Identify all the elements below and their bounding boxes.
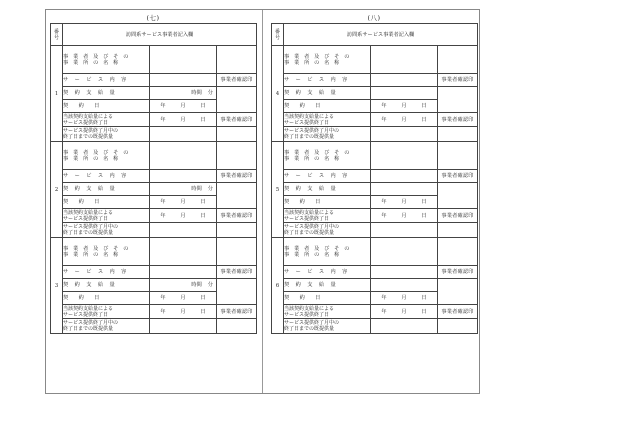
remaining-amount-field[interactable] [150, 319, 217, 334]
end-date-label: 当該契約支給量による サービス提供終了日 [284, 305, 371, 319]
contract-amount-label: 契 約 支 給 量 [63, 87, 150, 100]
provider-name-field[interactable] [371, 238, 438, 266]
seal-box[interactable] [217, 87, 257, 113]
end-date-row [51, 305, 257, 319]
blank-cell [217, 46, 257, 74]
blank-cell [217, 142, 257, 170]
contract-date-field[interactable]: 年 月 日 [150, 100, 217, 113]
left-page [50, 10, 256, 393]
remaining-amount-field[interactable] [371, 319, 438, 334]
seal-label: 事業者確認印 [438, 209, 478, 223]
remaining-amount-field[interactable] [371, 223, 438, 238]
seal-label: 事業者確認印 [217, 266, 257, 279]
seal-box[interactable] [438, 223, 478, 238]
provider-name-row [51, 238, 257, 266]
remaining-amount-row [272, 319, 478, 334]
service-content-row [51, 74, 257, 87]
seal-box[interactable] [217, 183, 257, 209]
seal-label: 事業者確認印 [438, 113, 478, 127]
service-content-label: サ ー ビ ス 内 容 [284, 266, 371, 279]
service-content-label: サ ー ビ ス 内 容 [284, 74, 371, 87]
seal-box[interactable] [438, 87, 478, 113]
end-date-row [272, 209, 478, 223]
provider-entry-table [271, 23, 478, 334]
remaining-amount-row [51, 223, 257, 238]
end-date-field[interactable]: 年 月 日 [150, 209, 217, 223]
seal-box[interactable] [217, 279, 257, 305]
remaining-amount-label: サービス提供終了月中の 終了日までの既提供量 [63, 127, 150, 142]
remaining-amount-label: サービス提供終了月中の 終了日までの既提供量 [63, 223, 150, 238]
blank-cell [438, 46, 478, 74]
contract-date-field[interactable]: 年 月 日 [371, 196, 438, 209]
blank-cell [438, 142, 478, 170]
seal-label: 事業者確認印 [217, 209, 257, 223]
number-column-header: 番 号 [272, 24, 284, 46]
contract-date-label: 契 約 日 [284, 100, 371, 113]
provider-name-field[interactable] [150, 46, 217, 74]
service-content-row [51, 266, 257, 279]
seal-box[interactable] [217, 319, 257, 334]
contract-date-label: 契 約 日 [63, 292, 150, 305]
remaining-amount-field[interactable] [150, 127, 217, 142]
provider-name-label: 事 業 者 及 び そ の 事 業 所 の 名 称 [284, 46, 371, 74]
contract-amount-field[interactable] [371, 279, 438, 292]
blank-cell [217, 238, 257, 266]
service-content-label: サ ー ビ ス 内 容 [63, 74, 150, 87]
end-date-row [51, 113, 257, 127]
provider-name-row [272, 142, 478, 170]
end-date-label: 当該契約支給量による サービス提供終了日 [63, 209, 150, 223]
end-date-label: 当該契約支給量による サービス提供終了日 [63, 305, 150, 319]
service-content-field[interactable] [371, 266, 438, 279]
contract-amount-field[interactable]: 時間 分 [150, 87, 217, 100]
end-date-field[interactable]: 年 月 日 [150, 305, 217, 319]
contract-date-field[interactable]: 年 月 日 [150, 292, 217, 305]
service-content-label: サ ー ビ ス 内 容 [284, 170, 371, 183]
service-content-row [272, 266, 478, 279]
entry-number: 3 [51, 238, 63, 334]
remaining-amount-field[interactable] [371, 127, 438, 142]
seal-box[interactable] [438, 127, 478, 142]
entry-number: 6 [272, 238, 284, 334]
end-date-row [272, 305, 478, 319]
seal-label: 事業者確認印 [438, 266, 478, 279]
end-date-field[interactable]: 年 月 日 [371, 209, 438, 223]
contract-date-label: 契 約 日 [284, 292, 371, 305]
contract-amount-row [272, 87, 478, 100]
end-date-label: 当該契約支給量による サービス提供終了日 [284, 209, 371, 223]
provider-name-row [51, 142, 257, 170]
contract-amount-label: 契 約 支 給 量 [284, 183, 371, 196]
end-date-label: 当該契約支給量による サービス提供終了日 [284, 113, 371, 127]
remaining-amount-label: サービス提供終了月中の 終了日までの既提供量 [63, 319, 150, 334]
section-title: 訪問系サービス事業者記入欄 [63, 24, 257, 46]
contract-amount-row [51, 279, 257, 292]
contract-amount-row [51, 87, 257, 100]
service-content-field[interactable] [371, 74, 438, 87]
provider-name-field[interactable] [150, 238, 217, 266]
end-date-field[interactable]: 年 月 日 [150, 113, 217, 127]
service-content-row [272, 74, 478, 87]
remaining-amount-row [51, 319, 257, 334]
table-header-row [51, 24, 257, 46]
seal-box[interactable] [438, 319, 478, 334]
contract-amount-label: 契 約 支 給 量 [63, 183, 150, 196]
seal-box[interactable] [438, 279, 478, 305]
provider-name-field[interactable] [150, 142, 217, 170]
remaining-amount-row [51, 127, 257, 142]
contract-date-field[interactable]: 年 月 日 [150, 196, 217, 209]
provider-name-label: 事 業 者 及 び そ の 事 業 所 の 名 称 [63, 238, 150, 266]
end-date-row [51, 209, 257, 223]
seal-box[interactable] [438, 183, 478, 209]
entry-number: 5 [272, 142, 284, 238]
seal-label: 事業者確認印 [217, 74, 257, 87]
remaining-amount-field[interactable] [150, 223, 217, 238]
contract-amount-field[interactable]: 時間 分 [150, 279, 217, 292]
remaining-amount-label: サービス提供終了月中の 終了日までの既提供量 [284, 127, 371, 142]
contract-amount-row [272, 279, 478, 292]
contract-date-label: 契 約 日 [63, 100, 150, 113]
service-content-label: サ ー ビ ス 内 容 [63, 266, 150, 279]
seal-box[interactable] [217, 223, 257, 238]
contract-amount-field[interactable]: 時間 分 [150, 183, 217, 196]
provider-name-label: 事 業 者 及 び そ の 事 業 所 の 名 称 [63, 142, 150, 170]
entry-number: 2 [51, 142, 63, 238]
provider-name-label: 事 業 者 及 び そ の 事 業 所 の 名 称 [284, 238, 371, 266]
end-date-field[interactable]: 年 月 日 [371, 113, 438, 127]
provider-name-label: 事 業 者 及 び そ の 事 業 所 の 名 称 [63, 46, 150, 74]
seal-label: 事業者確認印 [217, 170, 257, 183]
seal-box[interactable] [217, 127, 257, 142]
entry-number: 1 [51, 46, 63, 142]
provider-name-row [272, 238, 478, 266]
page-number: (七) [146, 14, 160, 22]
contract-date-field[interactable]: 年 月 日 [371, 100, 438, 113]
service-content-field[interactable] [150, 74, 217, 87]
seal-label: 事業者確認印 [217, 113, 257, 127]
service-content-field[interactable] [150, 266, 217, 279]
contract-amount-field[interactable] [371, 183, 438, 196]
page-fold-line [262, 10, 263, 393]
certificate-booklet-spread [45, 9, 480, 394]
table-header-row [272, 24, 478, 46]
contract-amount-row [51, 183, 257, 196]
contract-amount-row [272, 183, 478, 196]
service-content-field[interactable] [371, 170, 438, 183]
remaining-amount-row [272, 127, 478, 142]
seal-label: 事業者確認印 [217, 305, 257, 319]
entry-number: 4 [272, 46, 284, 142]
section-title: 訪問系サービス事業者記入欄 [284, 24, 478, 46]
number-column-header: 番 号 [51, 24, 63, 46]
page-number: (八) [367, 14, 381, 22]
provider-name-field[interactable] [371, 142, 438, 170]
provider-entry-table [50, 23, 257, 334]
remaining-amount-row [272, 223, 478, 238]
provider-name-row [272, 46, 478, 74]
end-date-field[interactable]: 年 月 日 [371, 305, 438, 319]
contract-amount-label: 契 約 支 給 量 [284, 87, 371, 100]
end-date-label: 当該契約支給量による サービス提供終了日 [63, 113, 150, 127]
service-content-label: サ ー ビ ス 内 容 [63, 170, 150, 183]
right-page [271, 10, 477, 393]
contract-date-field[interactable]: 年 月 日 [371, 292, 438, 305]
service-content-field[interactable] [150, 170, 217, 183]
remaining-amount-label: サービス提供終了月中の 終了日までの既提供量 [284, 319, 371, 334]
provider-name-row [51, 46, 257, 74]
provider-name-field[interactable] [371, 46, 438, 74]
seal-label: 事業者確認印 [438, 170, 478, 183]
contract-date-label: 契 約 日 [63, 196, 150, 209]
contract-date-label: 契 約 日 [284, 196, 371, 209]
remaining-amount-label: サービス提供終了月中の 終了日までの既提供量 [284, 223, 371, 238]
provider-name-label: 事 業 者 及 び そ の 事 業 所 の 名 称 [284, 142, 371, 170]
seal-label: 事業者確認印 [438, 305, 478, 319]
contract-amount-label: 契 約 支 給 量 [63, 279, 150, 292]
blank-cell [438, 238, 478, 266]
service-content-row [272, 170, 478, 183]
service-content-row [51, 170, 257, 183]
contract-amount-label: 契 約 支 給 量 [284, 279, 371, 292]
end-date-row [272, 113, 478, 127]
contract-amount-field[interactable] [371, 87, 438, 100]
seal-label: 事業者確認印 [438, 74, 478, 87]
